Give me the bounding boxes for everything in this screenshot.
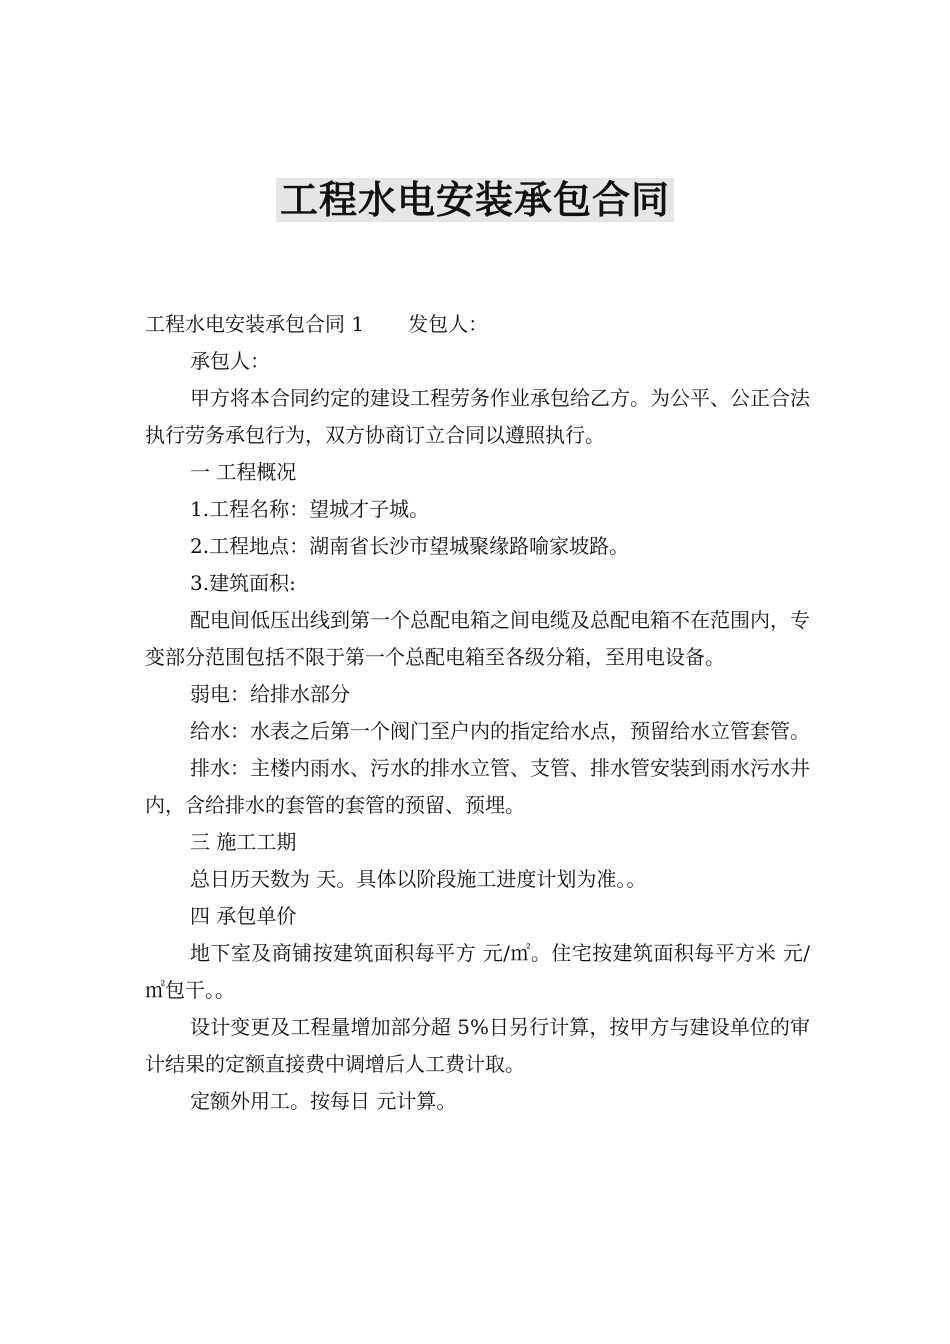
title-container	[0, 178, 950, 222]
paragraph-weak-current: 弱电：给排水部分	[190, 682, 350, 706]
document-body	[145, 306, 810, 1120]
paragraph-water-supply: 给水：水表之后第一个阀门至户内的指定给水点，预留给水立管套管。	[190, 719, 810, 743]
paragraph-total-days: 总日历天数为 天。具体以阶段施工进度计划为准。。	[190, 867, 647, 891]
paragraph-intro: 甲方将本合同约定的建设工程劳务作业承包给乙方。为公平、公正合法执行劳务承包行为，双方协商订立合同以遵照执行。	[145, 386, 810, 447]
paragraph-power-scope: 配电间低压出线到第一个总配电箱之间电缆及总配电箱不在范围内，专变部分范围包括不限于第一个总配电箱至各级分箱，至用电设备。	[145, 608, 810, 669]
paragraph-extra-labor: 定额外用工。按每日 元计算。	[190, 1089, 457, 1113]
paragraph-building-area: 3.建筑面积:	[190, 571, 296, 595]
first-line	[145, 306, 810, 343]
contract-heading: 工程水电安装承包合同 1	[145, 312, 365, 336]
paragraph-contractor: 承包人：	[190, 349, 270, 373]
paragraph-design-change: 设计变更及工程量增加部分超 5%日另行计算，按甲方与建设单位的审计结果的定额直接费中调增后人工费计取。	[145, 1015, 810, 1076]
paragraph-unit-price: 地下室及商铺按建筑面积每平方 元/㎡。住宅按建筑面积每平方米 元/㎡包干。。	[145, 941, 810, 1002]
paragraph-drainage: 排水：主楼内雨水、污水的排水立管、支管、排水管安装到雨水污水井内，含给排水的套管的套管的预留、预埋。	[145, 756, 810, 817]
section-heading-unit-price: 四 承包单价	[190, 904, 297, 928]
employer-label: 发包人：	[408, 312, 489, 336]
paragraph-project-location: 2.工程地点：湖南省长沙市望城聚缘路喻家坡路。	[190, 534, 630, 558]
section-heading-schedule: 三 施工工期	[190, 830, 297, 854]
document-title: 工程水电安装承包合同	[276, 178, 674, 222]
paragraph-project-name: 1.工程名称：望城才子城。	[190, 497, 430, 521]
section-heading-overview: 一 工程概况	[190, 460, 297, 484]
